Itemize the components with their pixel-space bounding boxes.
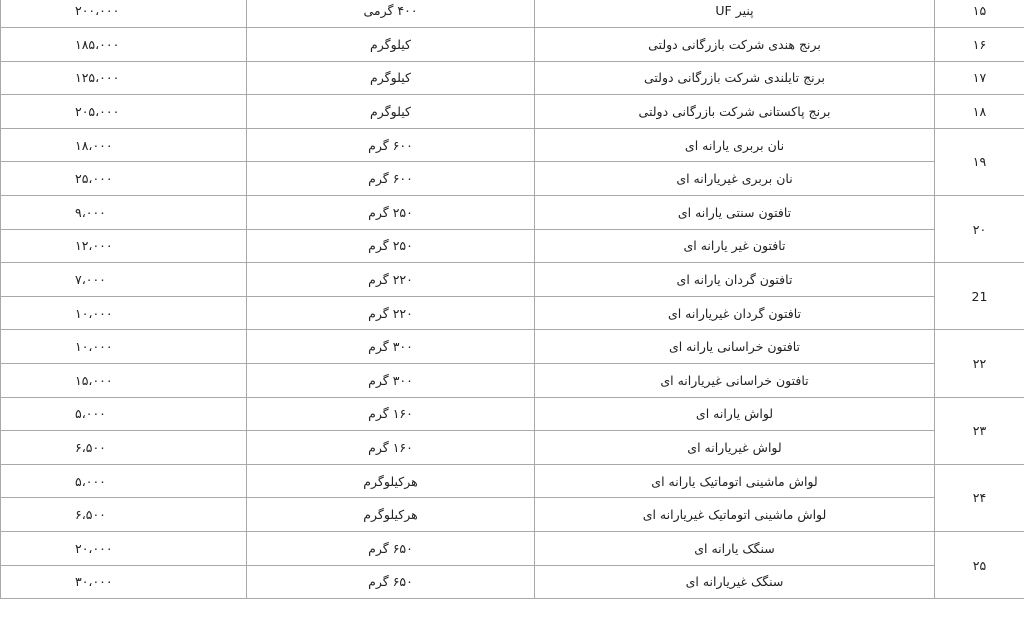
row-number: ۲۵: [935, 532, 1024, 599]
item-price: ۱۵،۰۰۰: [1, 364, 247, 398]
item-price: ۳۰،۰۰۰: [1, 565, 247, 599]
row-number: ۱۵: [935, 0, 1024, 28]
item-name: تافتون سنتی یارانه ای: [535, 196, 935, 230]
table-row: [1, 296, 1024, 330]
item-price: ۱۰،۰۰۰: [1, 296, 247, 330]
table-row: [1, 263, 1024, 297]
table-row: [1, 95, 1024, 129]
table-row: [1, 364, 1024, 398]
item-unit: هرکیلوگرم: [247, 464, 535, 498]
item-name: برنج پاکستانی شرکت بازرگانی دولتی: [535, 95, 935, 129]
item-price: ۲۰۵،۰۰۰: [1, 95, 247, 129]
table-row: [1, 498, 1024, 532]
table-row: [1, 532, 1024, 566]
item-name: سنگک غیریارانه ای: [535, 565, 935, 599]
item-price: ۶،۵۰۰: [1, 431, 247, 465]
item-name: برنج هندی شرکت بازرگانی دولتی: [535, 28, 935, 62]
item-name: تافتون گردان یارانه ای: [535, 263, 935, 297]
item-unit: هرکیلوگرم: [247, 498, 535, 532]
row-number: 21: [935, 263, 1024, 330]
item-name: لواش ماشینی اتوماتیک یارانه ای: [535, 464, 935, 498]
item-price: ۲۰،۰۰۰: [1, 532, 247, 566]
table-row: [1, 330, 1024, 364]
row-number: ۲۳: [935, 397, 1024, 464]
table-row: [1, 0, 1024, 28]
row-number: ۱۷: [935, 61, 1024, 95]
table-row: [1, 397, 1024, 431]
item-price: ۵،۰۰۰: [1, 397, 247, 431]
item-price: ۲۵،۰۰۰: [1, 162, 247, 196]
table-row: [1, 565, 1024, 599]
item-unit: ۶۰۰ گرم: [247, 128, 535, 162]
item-name: لواش یارانه ای: [535, 397, 935, 431]
item-price: ۶،۵۰۰: [1, 498, 247, 532]
item-price: ۱۲۵،۰۰۰: [1, 61, 247, 95]
item-unit: ۲۲۰ گرم: [247, 263, 535, 297]
item-name: تافتون خراسانی غیریارانه ای: [535, 364, 935, 398]
table-row: [1, 229, 1024, 263]
item-unit: ۳۰۰ گرم: [247, 364, 535, 398]
item-name: پنیر UF: [535, 0, 935, 28]
item-unit: کیلوگرم: [247, 28, 535, 62]
item-unit: کیلوگرم: [247, 61, 535, 95]
row-number: ۱۶: [935, 28, 1024, 62]
table-row: [1, 431, 1024, 465]
item-unit: ۲۵۰ گرم: [247, 229, 535, 263]
item-name: نان بربری غیریارانه ای: [535, 162, 935, 196]
item-price: ۷،۰۰۰: [1, 263, 247, 297]
item-name: تافتون گردان غیریارانه ای: [535, 296, 935, 330]
row-number: ۲۴: [935, 464, 1024, 531]
item-unit: ۱۶۰ گرم: [247, 431, 535, 465]
item-price: ۲۰۰،۰۰۰: [1, 0, 247, 28]
table-row: [1, 61, 1024, 95]
row-number: ۱۸: [935, 95, 1024, 129]
item-price: ۱۸۵،۰۰۰: [1, 28, 247, 62]
item-price: ۱۲،۰۰۰: [1, 229, 247, 263]
table-row: [1, 162, 1024, 196]
item-price: ۱۸،۰۰۰: [1, 128, 247, 162]
table-row: [1, 196, 1024, 230]
item-name: تافتون خراسانی یارانه ای: [535, 330, 935, 364]
item-name: لواش ماشینی اتوماتیک غیریارانه ای: [535, 498, 935, 532]
row-number: ۲۰: [935, 196, 1024, 263]
item-unit: ۲۲۰ گرم: [247, 296, 535, 330]
item-unit: ۲۵۰ گرم: [247, 196, 535, 230]
item-unit: ۶۵۰ گرم: [247, 532, 535, 566]
table-row: [1, 28, 1024, 62]
item-name: تافتون غیر یارانه ای: [535, 229, 935, 263]
row-number: ۲۲: [935, 330, 1024, 397]
item-unit: ۶۰۰ گرم: [247, 162, 535, 196]
item-unit: ۱۶۰ گرم: [247, 397, 535, 431]
item-unit: ۳۰۰ گرم: [247, 330, 535, 364]
row-number: ۱۹: [935, 128, 1024, 195]
table-row: [1, 464, 1024, 498]
item-price: ۹،۰۰۰: [1, 196, 247, 230]
item-unit: ۴۰۰ گرمی: [247, 0, 535, 28]
item-price: ۱۰،۰۰۰: [1, 330, 247, 364]
table-row: [1, 128, 1024, 162]
item-name: لواش غیریارانه ای: [535, 431, 935, 465]
item-name: برنج تایلندی شرکت بازرگانی دولتی: [535, 61, 935, 95]
item-unit: ۶۵۰ گرم: [247, 565, 535, 599]
item-name: سنگک یارانه ای: [535, 532, 935, 566]
item-price: ۵،۰۰۰: [1, 464, 247, 498]
item-name: نان بربری یارانه ای: [535, 128, 935, 162]
item-unit: کیلوگرم: [247, 95, 535, 129]
